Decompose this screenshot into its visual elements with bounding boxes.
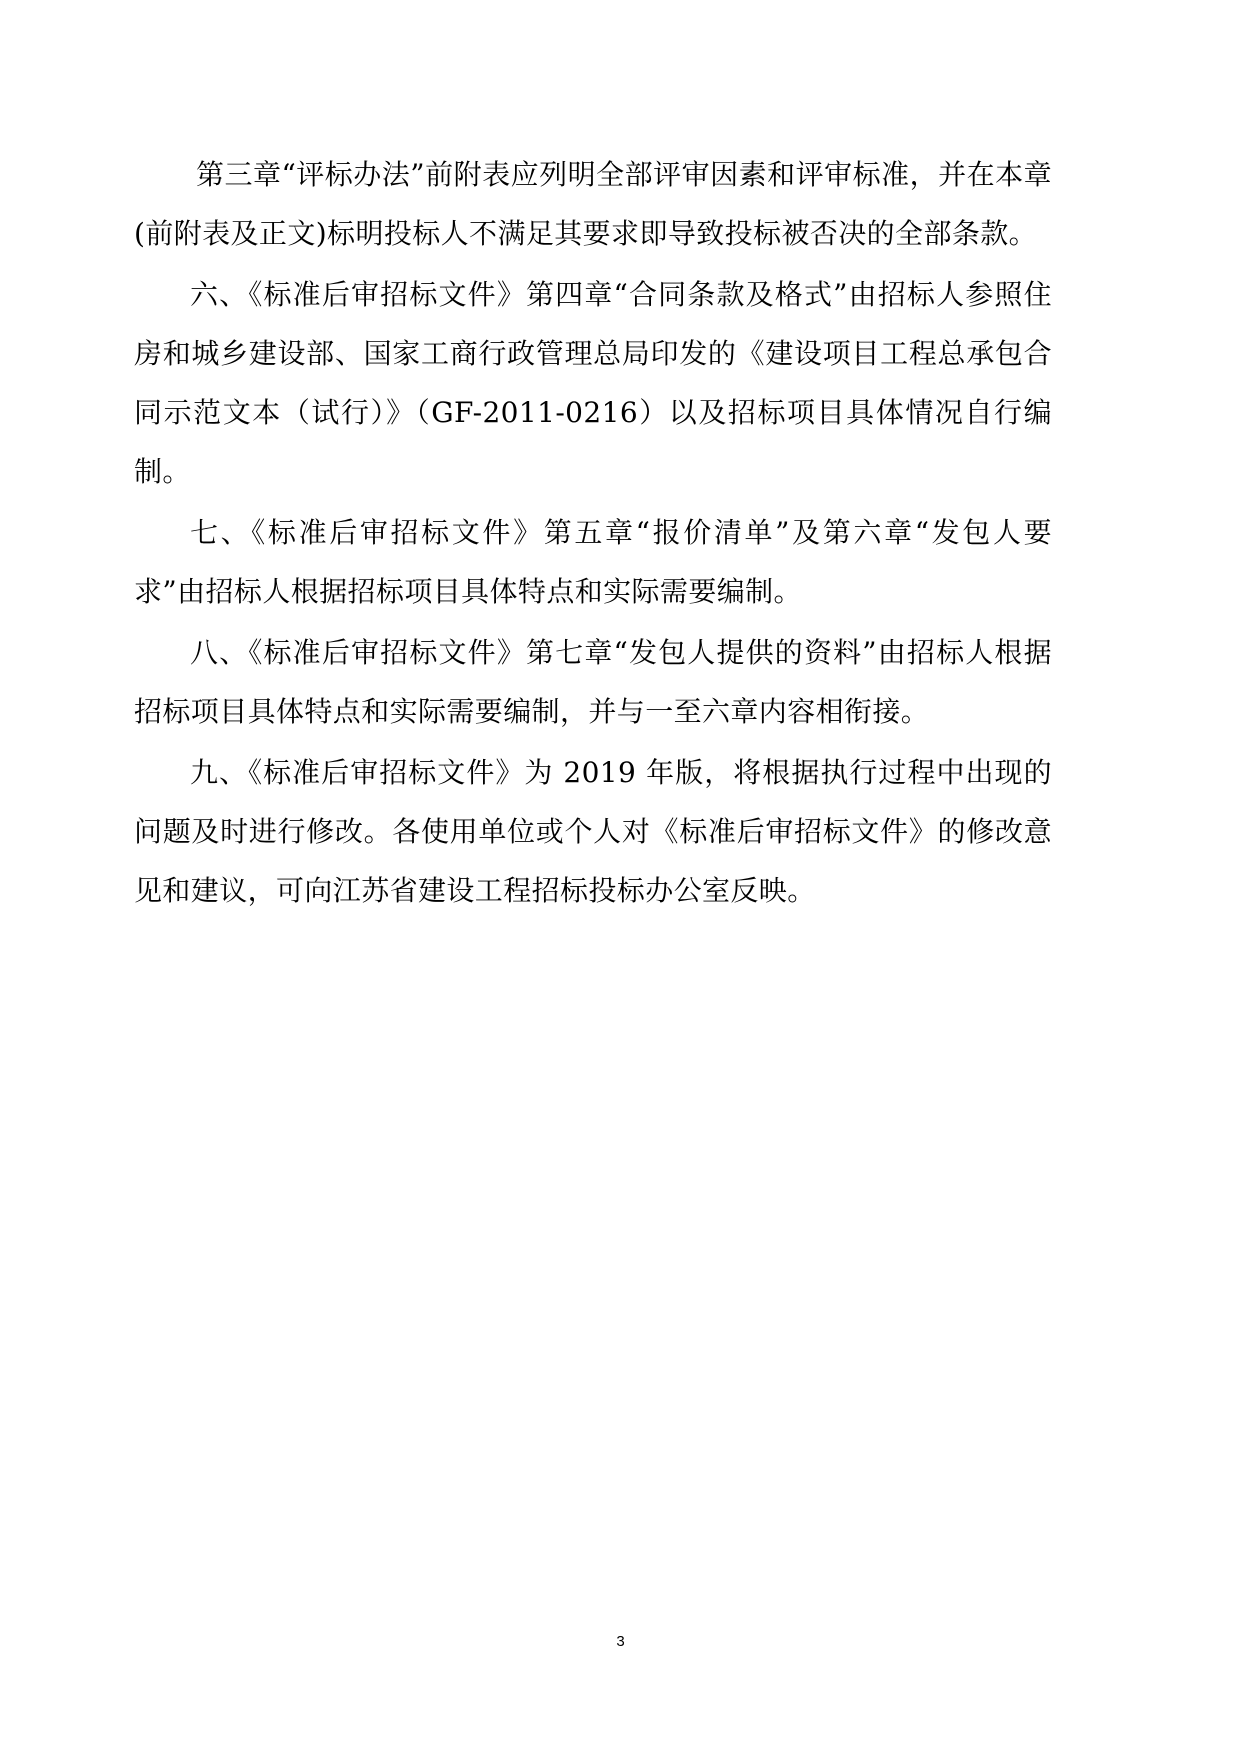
paragraph-chapter-three: 第三章“评标办法”前附表应列明全部评审因素和评审标准，并在本章(前附表及正文)标明投标人不满足其要求即导致投标被否决的全部条款。	[134, 158, 1052, 250]
page-number: 3	[616, 1633, 625, 1650]
paragraph-item-nine: 九、《标准后审招标文件》为 2019 年版，将根据执行过程中出现的问题及时进行修改。各使用单位或个人对《标准后审招标文件》的修改意见和建议，可向江苏省建设工程招标投标办公室反映。	[134, 756, 1052, 907]
paragraph-item-six: 六、《标准后审招标文件》第四章“合同条款及格式”由招标人参照住房和城乡建设部、国家工商行政管理总局印发的《建设项目工程总承包合同示范文本（试行）》（GF-2011-0216）以及招标项目具体情况自行编制。	[134, 278, 1052, 488]
paragraph-item-eight: 八、《标准后审招标文件》第七章“发包人提供的资料”由招标人根据招标项目具体特点和实际需要编制，并与一至六章内容相衔接。	[134, 636, 1052, 728]
paragraph-item-seven: 七、《标准后审招标文件》第五章“报价清单”及第六章“发包人要求”由招标人根据招标项目具体特点和实际需要编制。	[134, 516, 1052, 608]
document-body	[134, 145, 1052, 920]
